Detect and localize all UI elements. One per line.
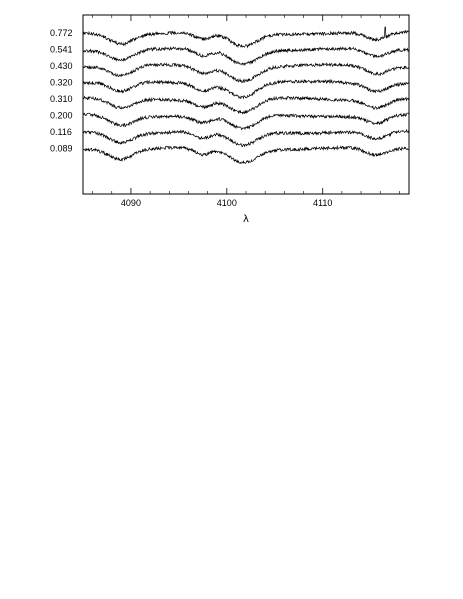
phase-label-0.089: 0.089 — [50, 143, 73, 154]
phase-label-0.320: 0.320 — [50, 77, 73, 88]
series-layer — [83, 27, 409, 164]
spectrum-0.320 — [83, 80, 409, 99]
spectrum-0.541 — [83, 47, 409, 65]
phase-label-0.116: 0.116 — [50, 127, 72, 137]
x-tick-label-4110: 4110 — [313, 198, 333, 208]
phase-label-0.430: 0.430 — [50, 61, 73, 71]
phase-label-0.200: 0.200 — [50, 110, 73, 121]
spectrum-0.089 — [83, 146, 409, 163]
phase-label-0.541: 0.541 — [50, 44, 73, 55]
phase-labels — [50, 28, 73, 154]
spectrum-0.116 — [83, 130, 409, 147]
spectrum-0.200 — [83, 113, 409, 130]
phase-label-0.310: 0.310 — [50, 94, 73, 104]
phase-label-0.772: 0.772 — [50, 28, 73, 38]
spectrum-0.430 — [83, 63, 409, 83]
spectrum-0.310 — [83, 96, 409, 113]
x-tick-label-4100: 4100 — [216, 198, 237, 208]
spectrum-0.772 — [83, 27, 409, 47]
x-tick-label-4090: 4090 — [120, 198, 141, 208]
plot-frame — [83, 15, 409, 194]
x-axis-label: λ — [243, 214, 249, 225]
